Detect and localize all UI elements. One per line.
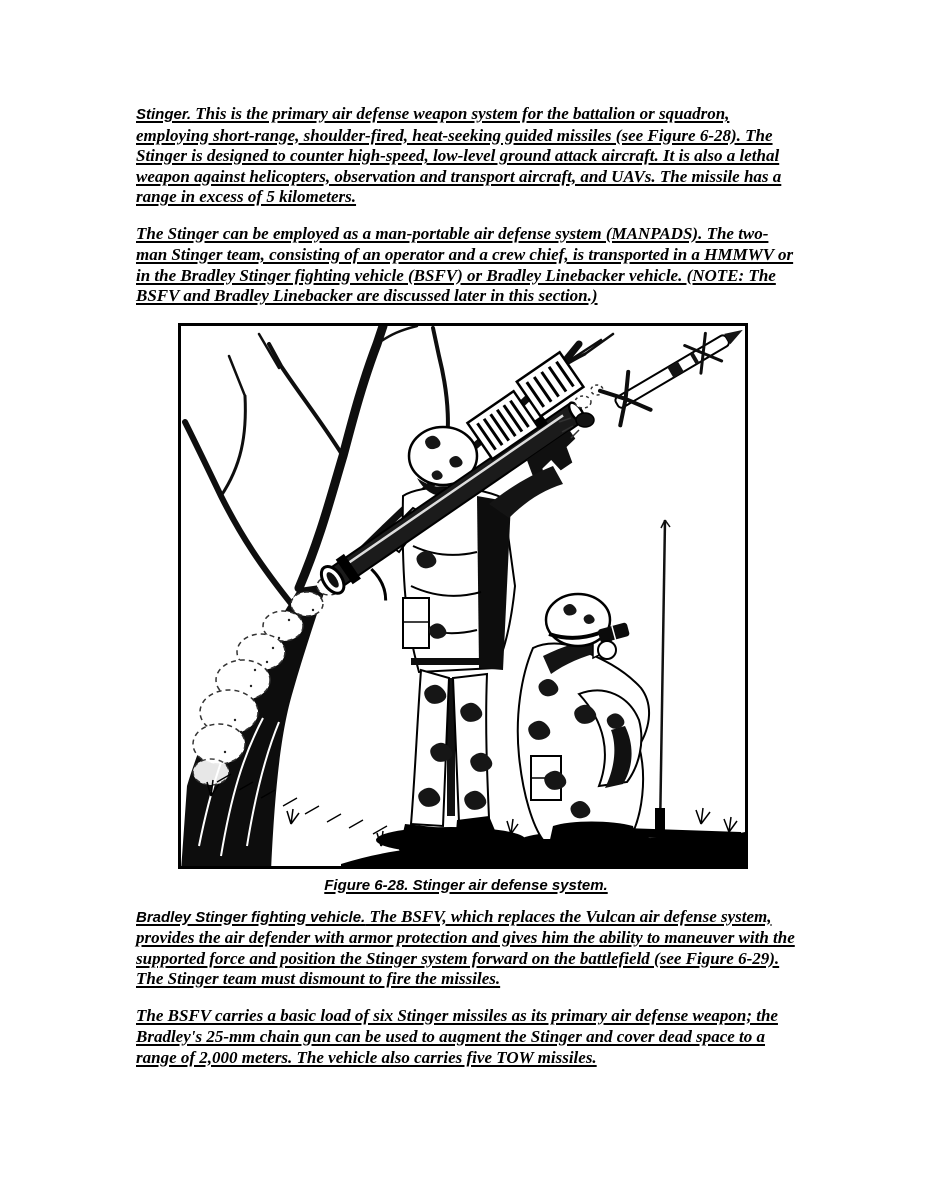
paragraph-lead: Bradley Stinger fighting vehicle. <box>136 908 366 926</box>
paragraph-stinger <box>136 104 796 208</box>
figure-caption: Figure 6-28. Stinger air defense system. <box>324 876 608 894</box>
paragraph-body: The BSFV carries a basic load of six Stinger missiles as its primary air defense weapon; the Bradley's 25-mm chain gun can be used to augment the Stinger and cover dead space to a range of 2,000 meters. The vehicle also carries five TOW missiles. <box>136 1005 778 1067</box>
paragraph-body: This is the primary air defense weapon system for the battalion or squadron, employing short-range, shoulder-fired, heat-seeking guided missiles (see Figure 6-28). The Stinger is designed to counter high-speed, low-level ground attack aircraft. It is also a lethal weapon against helicopters, observation and transport aircraft, and UAVs. The missile has a range in excess of 5 kilometers. <box>136 104 782 206</box>
paragraph-body: The Stinger can be employed as a man-portable air defense system (MANPADS). The two-man Stinger team, consisting of an operator and a crew chief, is transported in a HMMWV or in the Bradley Stinger fighting vehicle (BSFV) or Bradley Linebacker vehicle. (NOTE: The BSFV and Bradley Linebacker are discussed later in this section.) <box>136 223 794 305</box>
figure-6-28 <box>178 323 748 869</box>
paragraph-body: The BSFV, which replaces the Vulcan air defense system, provides the air defender with armor protection and gives him the ability to maneuver with the supported force and position the Stinger system forward on the battlefield (see Figure 6-29). The Stinger team must dismount to fire the missiles. <box>136 906 795 988</box>
paragraph-bsfv <box>136 907 796 990</box>
stinger-illustration <box>181 326 745 866</box>
paragraph-manpads <box>136 224 796 307</box>
launch-cap-debris <box>576 413 594 427</box>
paragraph-bsfv-load <box>136 1006 796 1069</box>
paragraph-lead: Stinger. <box>136 106 192 123</box>
page-content <box>136 104 796 1084</box>
stinger-missile <box>599 326 745 427</box>
crouching-soldier <box>518 594 649 848</box>
